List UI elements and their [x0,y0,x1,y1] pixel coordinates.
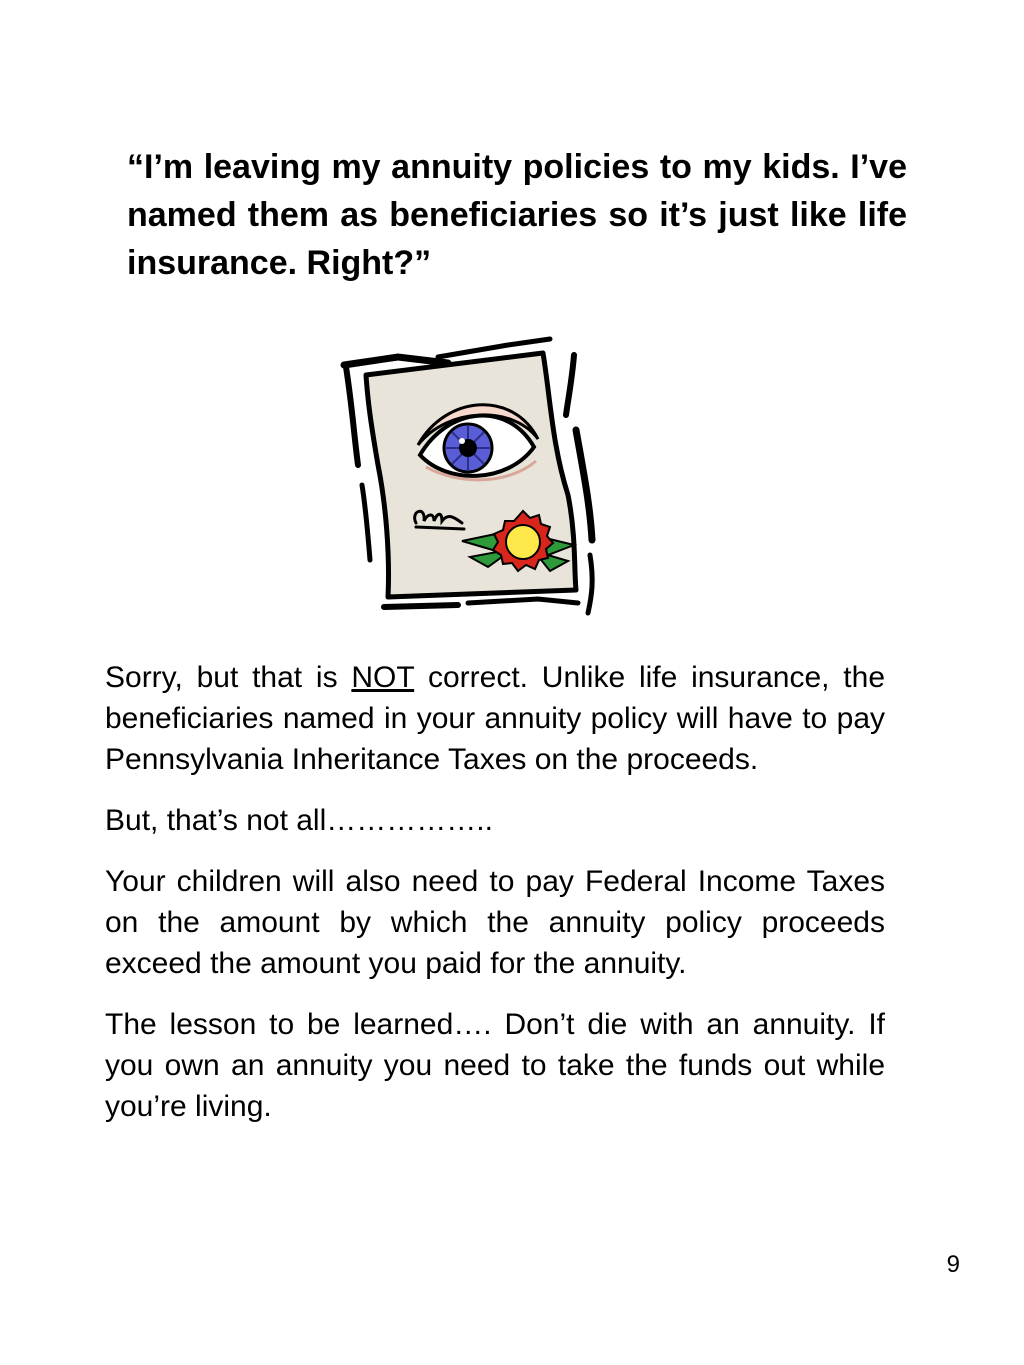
paragraph-1-end: correct. Unlike life insurance, the beneficiaries named in your annuity policy will have to pay Pennsylvania Inheritance Taxes on the proceeds. [105,661,885,776]
certificate-with-eye-and-seal-icon [338,335,608,617]
paragraph-lesson: The lesson to be learned…. Don’t die with an annuity. If you own an annuity you need to take the funds out while you’re living. [105,1008,885,1123]
paragraph-not-all: But, that’s not all…………….. [105,804,493,837]
page-number: 9 [946,1251,960,1278]
not-emphasis: NOT [351,661,415,694]
opening-quote: “I’m leaving my annuity policies to my kids. I’ve named them as beneficiaries so it’s just like life insurance. Right?” [127,148,907,282]
paragraph-not-correct [105,657,885,780]
body-text [105,657,885,1147]
paragraph-1-start: Sorry, but that is [105,661,352,694]
paragraph-federal-taxes: Your children will also need to pay Federal Income Taxes on the amount by which the annuity policy proceeds exceed the amount you paid for the annuity. [105,865,885,980]
